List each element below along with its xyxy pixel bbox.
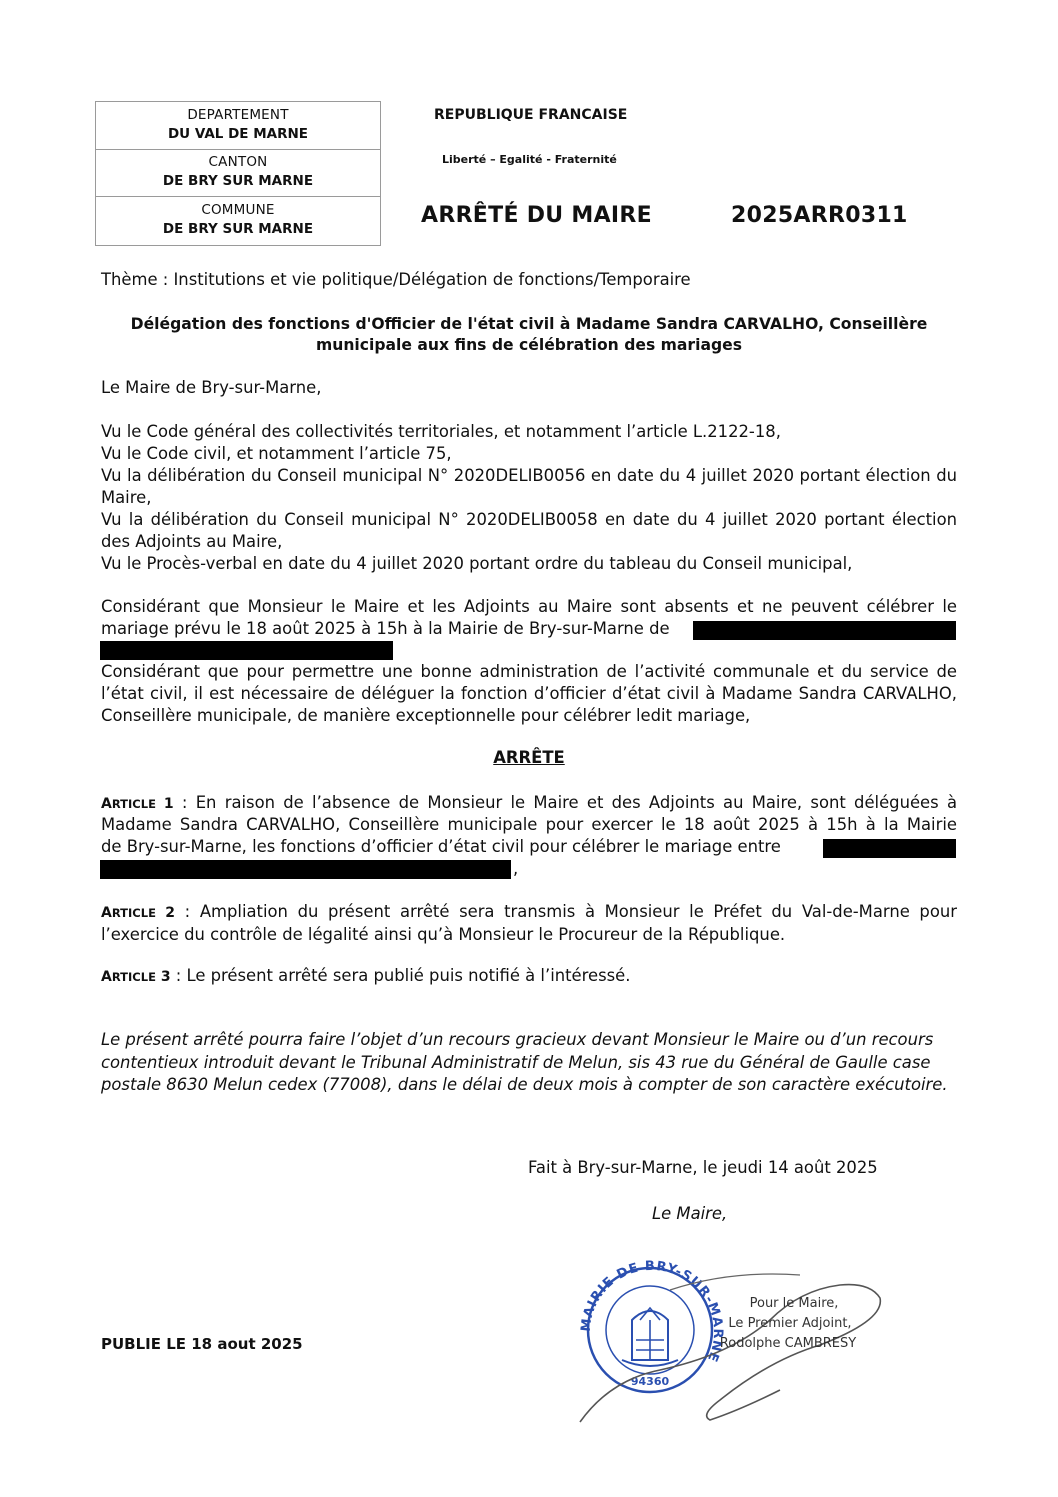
redaction-block [100, 860, 511, 879]
objet-heading [101, 314, 957, 356]
official-stamp-and-signature [570, 1250, 900, 1430]
article-2: ARTICLE 2 : Ampliation du présent arrêté sera transmis à Monsieur le Préfet du Val-de-Marne pour l’exercice du contrôle de légalité ainsi qu’à Monsieur le Procureur de la République. [101, 902, 957, 944]
republique-heading: REPUBLIQUE FRANCAISE [434, 107, 628, 123]
objet-line-2: municipale aux fins de célébration des mariages [315, 336, 743, 354]
departement-value: DU VAL DE MARNE [167, 126, 309, 142]
redaction-block [100, 641, 393, 660]
considerant-2: Considérant que pour permettre une bonne administration de l’activité communale et du service de l’état civil, il est nécessaire de déléguer la fonction d’officier d’état civil à Madame Sandra CARVALHO, Conseillère municipale, de manière exceptionnelle pour célébrer ledit mariage, [101, 662, 957, 725]
objet-line-1: Délégation des fonctions d'Officier de l'état civil à Madame Sandra CARVALHO, Conseillère [130, 315, 928, 333]
seal-postcode: 94360 [630, 1375, 670, 1388]
devise-text: Liberté – Egalité - Fraternité [442, 153, 617, 166]
commune-cell [96, 197, 380, 245]
article-1-line-1: ARTICLE 1 : En raison de l’absence de Monsieur le Maire et des Adjoints au Maire, sont déléguées à [101, 793, 957, 812]
header-administrative-table [95, 101, 381, 246]
visa-5: Vu le Procès-verbal en date du 4 juillet 2020 portant ordre du tableau du Conseil municipal, [101, 554, 853, 573]
signature-line-3: Rodolphe CAMBRESY [719, 1336, 857, 1351]
publication-date: PUBLIE LE 18 aout 2025 [101, 1335, 303, 1353]
canton-cell [96, 149, 380, 197]
article-3-label: ARTICLE 3 [101, 969, 171, 985]
article-1-line-2: Madame Sandra CARVALHO, Conseillère municipale pour exercer le 18 août 2025 à 15h à la Mairie [101, 815, 957, 834]
commune-value: DE BRY SUR MARNE [162, 221, 314, 237]
canton-label: CANTON [208, 154, 268, 170]
fait-a-line: Fait à Bry-sur-Marne, le jeudi 14 août 2025 [528, 1158, 878, 1177]
signature-line-2: Le Premier Adjoint, [728, 1316, 852, 1331]
redaction-block [823, 839, 956, 858]
article-1-label: ARTICLE 1 [101, 796, 174, 812]
document-number: 2025ARR0311 [731, 203, 908, 228]
departement-label: DEPARTEMENT [187, 107, 289, 123]
visa-1: Vu le Code général des collectivités territoriales, et notamment l’article L.2122-18, [101, 422, 781, 441]
considerant-1-line-1: Considérant que Monsieur le Maire et les Adjoints au Maire sont absents et ne peuvent célébrer le [101, 597, 957, 616]
commune-label: COMMUNE [201, 202, 275, 218]
intro-line: Le Maire de Bry-sur-Marne, [101, 378, 322, 397]
article-2-label: ARTICLE 2 [101, 905, 175, 921]
canton-value: DE BRY SUR MARNE [162, 173, 314, 189]
departement-cell [96, 106, 380, 150]
visa-3: Vu la délibération du Conseil municipal N° 2020DELIB0056 en date du 4 juillet 2020 portant élection du Maire, [101, 466, 957, 507]
article-1-line-4-end: , [513, 859, 519, 878]
article-1-line-3: de Bry-sur-Marne, les fonctions d’officier d’état civil pour célébrer le mariage entre [101, 837, 781, 856]
recours-notice: Le présent arrêté pourra faire l’objet d’un recours gracieux devant Monsieur le Maire ou d’un recours contentieux introduit devant le Tribunal Administratif de Melun, sis 43 rue du Général de Gaulle case postale 8630 Melun cedex (77008), dans le délai de deux mois à compter de son caractère exécutoire. [101, 1030, 948, 1094]
considerant-1-line-2: mariage prévu le 18 août 2025 à 15h à la Mairie de Bry-sur-Marne de [101, 619, 670, 638]
visa-4: Vu la délibération du Conseil municipal N° 2020DELIB0058 en date du 4 juillet 2020 portant élection des Adjoints au Maire, [101, 510, 957, 551]
seal-ring-text: MAIRIE DE BRY-SUR-MARNE [578, 1258, 726, 1365]
signature-line-1: Pour le Maire, [749, 1296, 839, 1311]
redaction-block [693, 621, 956, 640]
document-title: ARRÊTÉ DU MAIRE [421, 203, 652, 228]
arrete-heading: ARRÊTE [493, 748, 565, 767]
le-maire-line: Le Maire, [652, 1204, 728, 1223]
article-3: ARTICLE 3 : Le présent arrêté sera publié puis notifié à l’intéressé. [101, 966, 631, 985]
theme-line: Thème : Institutions et vie politique/Délégation de fonctions/Temporaire [101, 270, 691, 289]
visa-2: Vu le Code civil, et notamment l’article 75, [101, 444, 452, 463]
